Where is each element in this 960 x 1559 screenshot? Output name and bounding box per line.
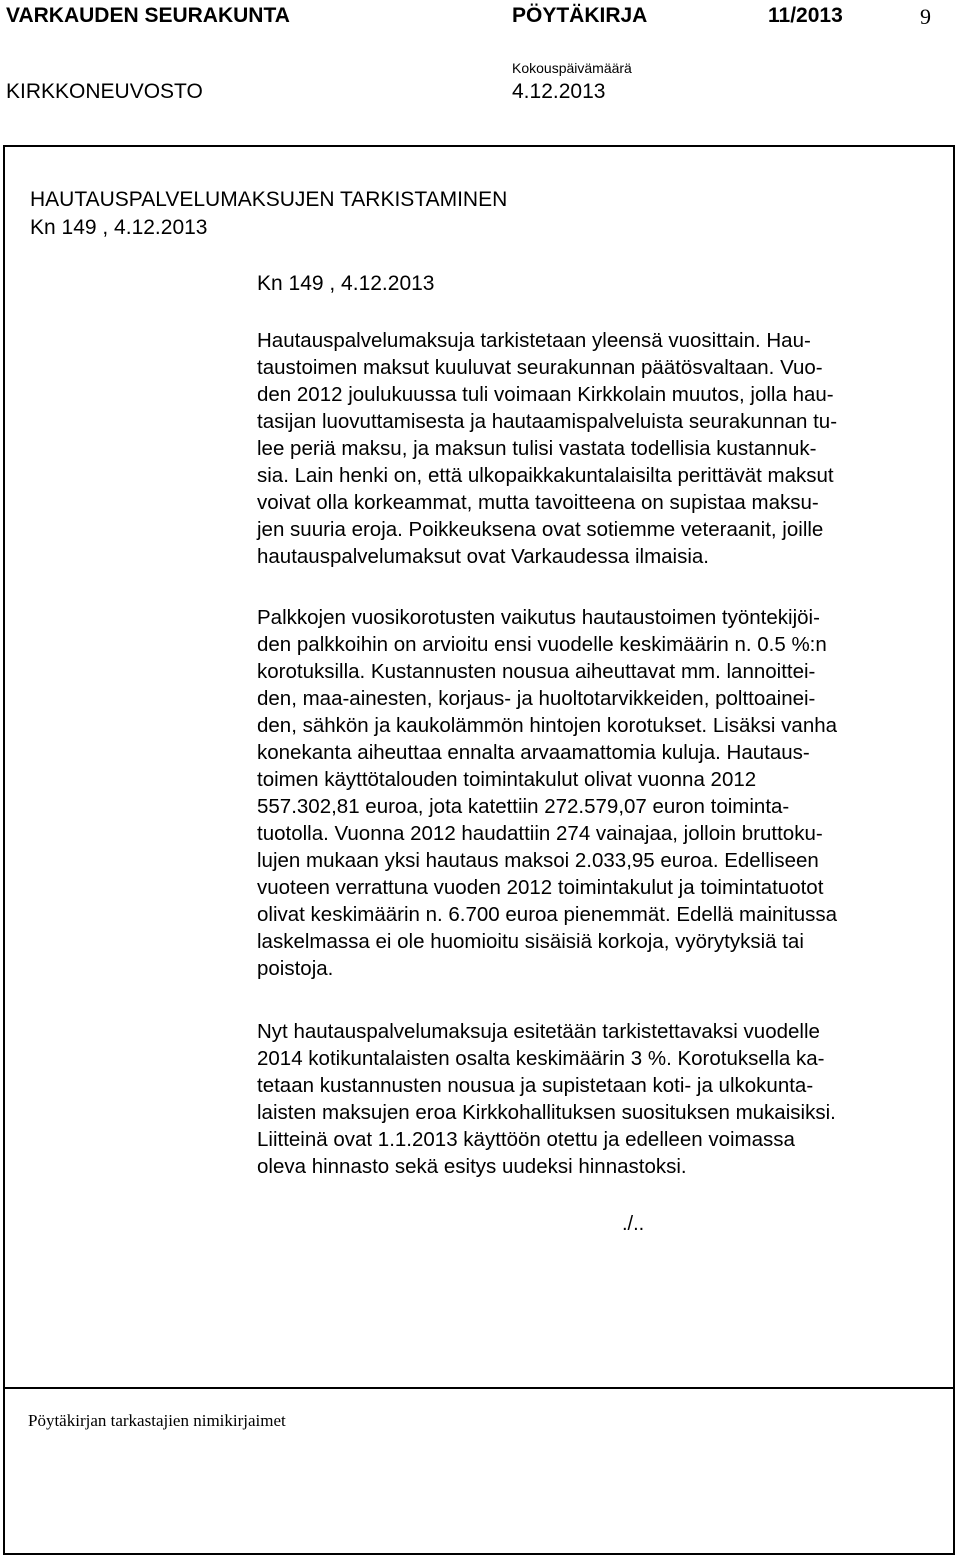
body-paragraph-1 xyxy=(257,327,947,570)
body-paragraph-3 xyxy=(257,1018,947,1180)
organization-name: VARKAUDEN SEURAKUNTA xyxy=(6,4,290,27)
section-reference: Kn 149 , 4.12.2013 xyxy=(30,216,208,239)
document-type: PÖYTÄKIRJA xyxy=(512,4,648,27)
body-paragraph-2 xyxy=(257,604,947,982)
governing-body: KIRKKONEUVOSTO xyxy=(6,80,203,103)
meeting-date-label: Kokouspäivämäärä xyxy=(512,60,632,76)
continuation-mark: ./.. xyxy=(622,1213,645,1235)
meeting-date: 4.12.2013 xyxy=(512,80,606,103)
page-number: 9 xyxy=(920,4,931,29)
paragraph-text: Palkkojen vuosikorotusten vaikutus hautaustoimen työntekijöi- den palkkoihin on arvioitu ensi vuodelle keskimäärin n. 0.5 %:n korotuksilla. Kustannusten nousua aiheuttavat mm. lannoittei- den, maa-ainesten, korjaus- ja huoltotarvikkeiden, polttoainei- den, sähkön ja kaukolämmön hintojen korotukset. Lisäksi vanha konekanta aiheuttaa ennalta arvaamattomia kuluja. Hautaus- toimen käyttötalouden toimintakulut olivat vuonna 2012 557.302,81 euroa, jota katettiin 272.579,07 euron toiminta- tuotolla. Vuonna 2012 haudattiin 274 vainajaa, jolloin bruttoku- lujen mukaan yksi hautaus maksoi 2.033,95 euroa. Edelliseen vuoteen verrattuna vuoden 2012 toimintakulut ja toimintatuotot olivat keskimäärin n. 6.700 euroa pienemmät. Edellä mainitussa laskelmassa ei ole huomioitu sisäisiä korkoja, vyörytyksiä tai poistoja. xyxy=(257,606,838,980)
footer-divider xyxy=(3,1387,955,1389)
signature-label: Pöytäkirjan tarkastajien nimikirjaimet xyxy=(28,1411,286,1430)
paragraph-text: Hautauspalvelumaksuja tarkistetaan yleensä vuosittain. Hau- taustoimen maksut kuuluvat seurakunnan päätösvaltaan. Vuo- den 2012 joulukuussa tuli voimaan Kirkkolain muutos, jolla hau- tasijan luovuttamisesta ja hautaamispalveluista seurakunnan tu- lee periä maksu, ja maksun tulisi vastata todellisia kustannuk- sia. Lain henki on, että ulkopaikkakuntalaisilta perittävät maksut voivat olla korkeammat, mutta tavoitteena on supistaa maksu- jen suuria eroja. Poikkeuksena ovat sotiemme veteraanit, joille hautauspalvelumaksut ovat Varkaudessa ilmaisia. xyxy=(257,329,838,568)
document-number: 11/2013 xyxy=(768,4,843,27)
section-reference-repeat: Kn 149 , 4.12.2013 xyxy=(257,272,435,295)
paragraph-text: Nyt hautauspalvelumaksuja esitetään tarkistettavaksi vuodelle 2014 kotikuntalaisten osalta keskimäärin 3 %. Korotuksella ka- tetaan kustannusten nousua ja supistetaan koti- ja ulkokunta- laisten maksujen eroa Kirkkohallituksen suosituksen mukaisiksi. Liitteinä ovat 1.1.2013 käyttöön otettu ja edelleen voimassa oleva hinnasto sekä esitys uudeksi hinnastoksi. xyxy=(257,1020,836,1178)
section-title: HAUTAUSPALVELUMAKSUJEN TARKISTAMINEN xyxy=(30,188,508,211)
